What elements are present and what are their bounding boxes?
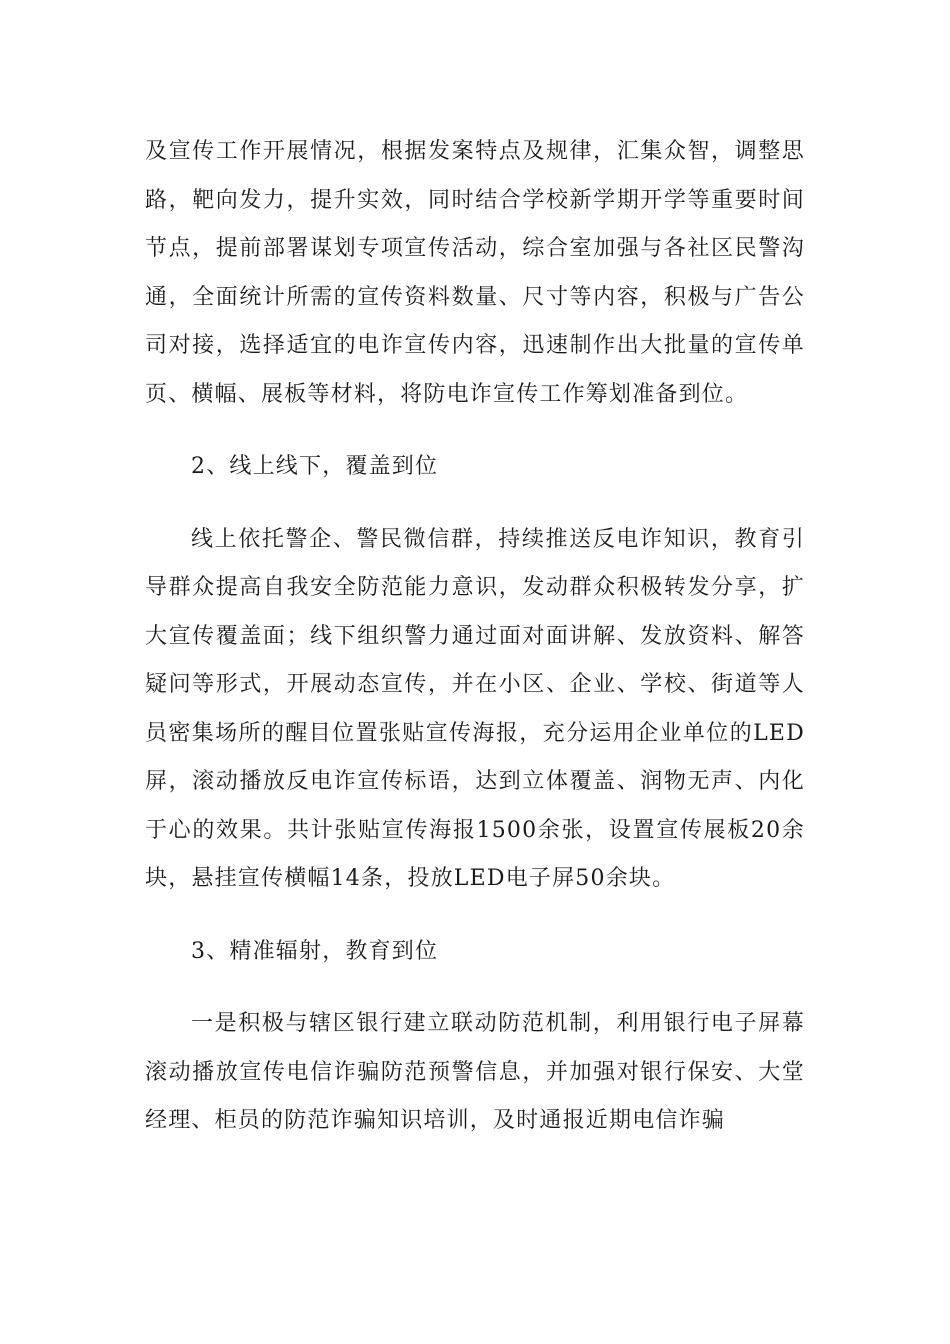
document-body — [145, 128, 805, 1170]
paragraph-3: 一是积极与辖区银行建立联动防范机制，利用银行电子屏幕滚动播放宣传电信诈骗防范预警信息，并加强对银行保安、大堂经理、柜员的防范诈骗知识培训，及时通报近期电信诈骗 — [145, 1011, 805, 1133]
section-heading-3: 3、精准辐射，教育到位 — [191, 938, 439, 964]
paragraph-1: 及宣传工作开展情况，根据发案特点及规律，汇集众智，调整思路，靶向发力，提升实效，同时结合学校新学期开学等重要时间节点，提前部署谋划专项宣传活动，综合室加强与各社区民警沟通，全面统计所需的宣传资料数量、尺寸等内容，积极与广告公司对接，选择适宜的电诈宣传内容，迅速制作出大批量的宣传单页、横幅、展板等材料，将防电诈宣传工作筹划准备到位。 — [145, 139, 805, 407]
section-heading-2: 2、线上线下，覆盖到位 — [191, 454, 439, 479]
paragraph-2: 线上依托警企、警民微信群，持续推送反电诈知识，教育引导群众提高自我安全防范能力意识，发动群众积极转发分享，扩大宣传覆盖面；线下组织警力通过面对面讲解、发放资料、解答疑问等形式，开展动态宣传，并在小区、企业、学校、街道等人员密集场所的醒目位置张贴宣传海报，充分运用企业单位的LED屏，滚动播放反电诈宣传标语，达到立体覆盖、润物无声、内化于心的效果。共计张贴宣传海报1500余张，设置宣传展板20余块，悬挂宣传横幅14条，投放LED电子屏50余块。 — [145, 526, 805, 891]
